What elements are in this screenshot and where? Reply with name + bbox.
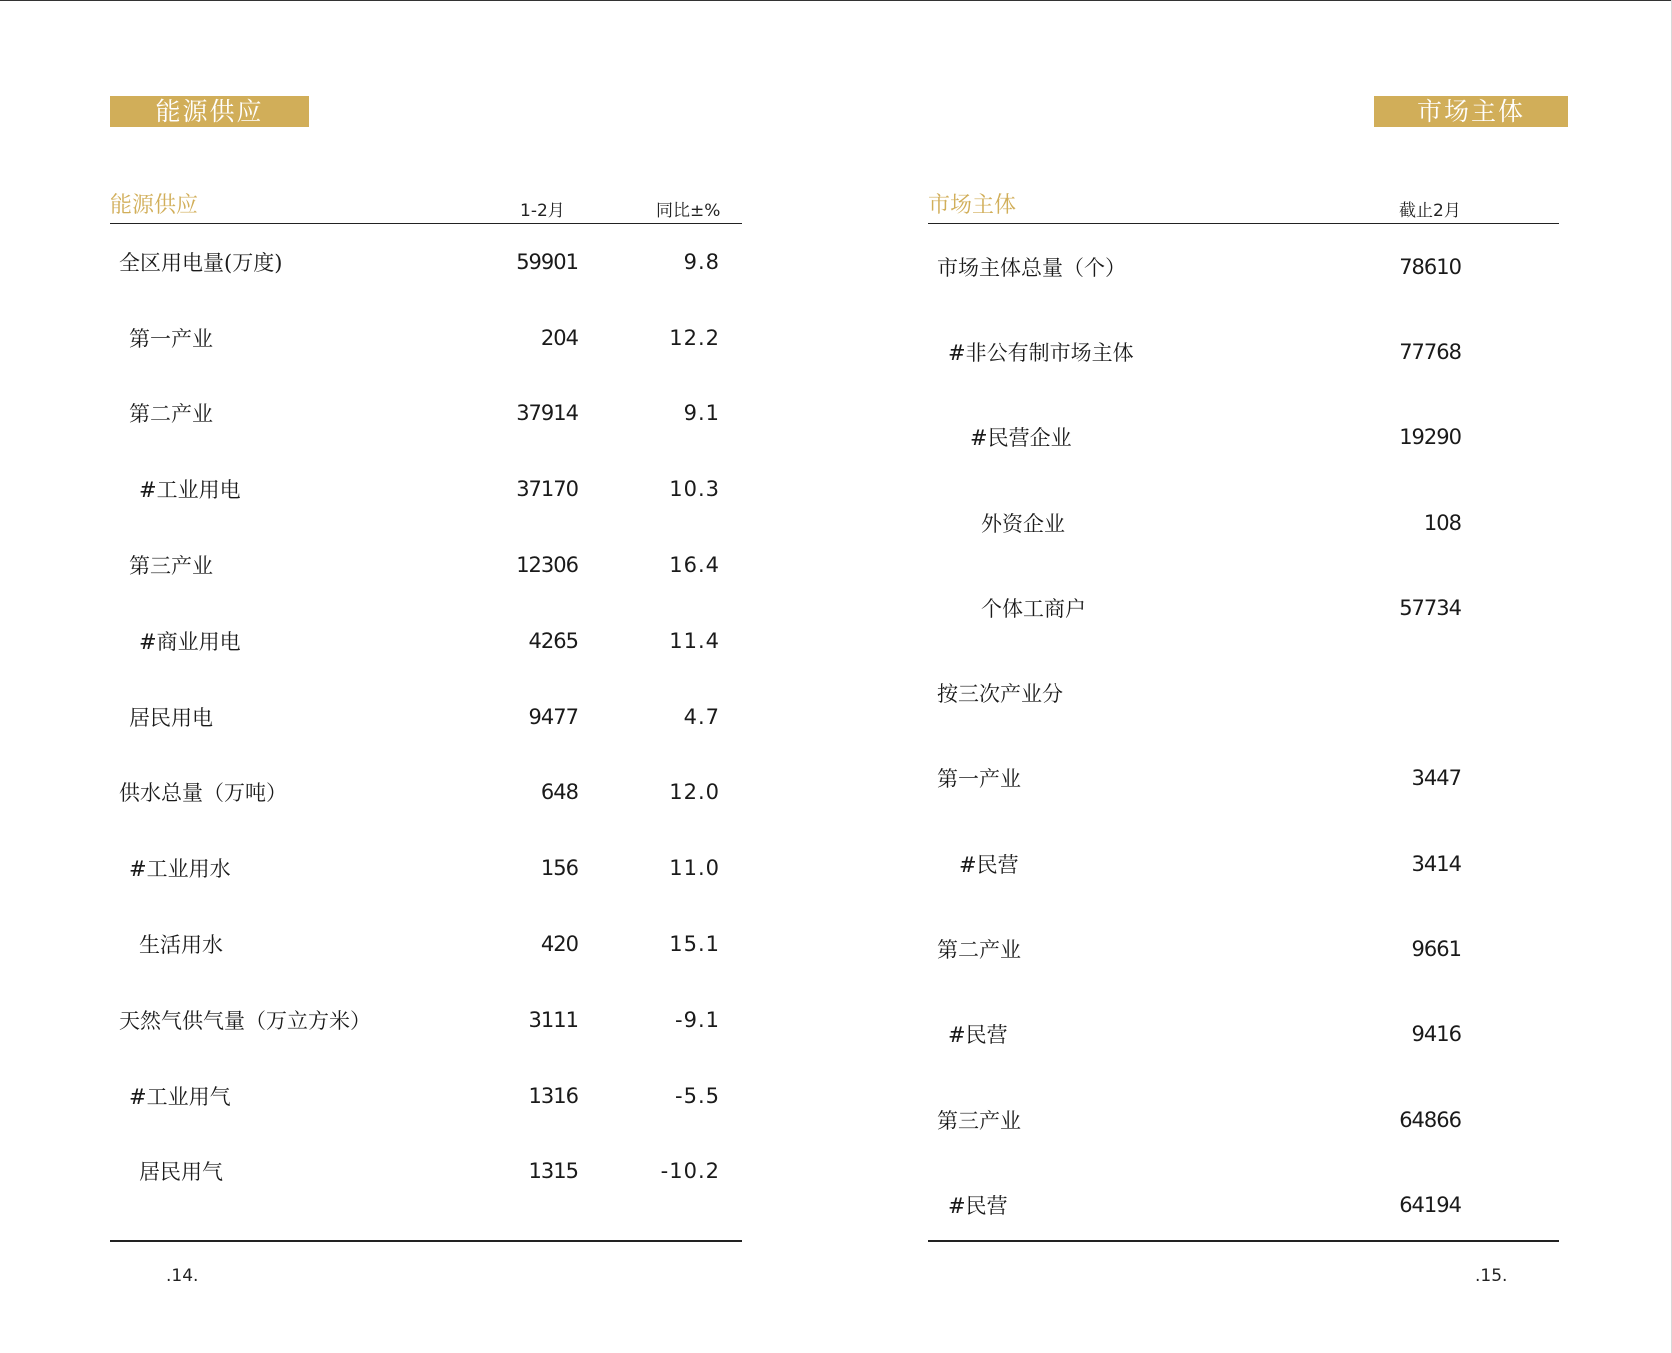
- table-header: [928, 188, 1559, 224]
- row-value: 9416: [1411, 1022, 1461, 1047]
- row-value: 19290: [1399, 425, 1461, 450]
- row-value: 9477: [528, 704, 578, 729]
- table-row: [110, 906, 742, 982]
- row-value: 3111: [528, 1007, 578, 1032]
- page-number: .15.: [1475, 1266, 1508, 1286]
- row-value: 78610: [1399, 254, 1461, 279]
- row-label: #工业用水: [129, 857, 231, 882]
- row-label: 第一产业: [129, 326, 213, 351]
- row-label: #民营企业: [970, 426, 1072, 451]
- row-change: 4.7: [683, 704, 720, 729]
- row-label: 天然气供气量（万立方米）: [119, 1008, 371, 1033]
- table-row: [928, 821, 1559, 906]
- row-change: 12.0: [669, 780, 720, 805]
- row-change: 9.8: [683, 249, 720, 274]
- row-label: 市场主体总量（个）: [937, 255, 1126, 280]
- row-value: 3414: [1411, 851, 1461, 876]
- row-label: 第一产业: [937, 767, 1021, 792]
- table-row: [928, 906, 1559, 991]
- banner-market-entities: 市场主体: [1374, 96, 1568, 127]
- page-top-border: [0, 0, 1672, 1]
- row-value: 1315: [528, 1159, 578, 1184]
- table-row: [110, 603, 742, 679]
- row-label: 个体工商户: [981, 596, 1086, 621]
- table-row: [928, 480, 1559, 565]
- table-row: [928, 650, 1559, 735]
- row-label: 外资企业: [981, 511, 1065, 536]
- row-value: 59901: [516, 249, 578, 274]
- row-change: -5.5: [675, 1083, 720, 1108]
- table-row: [110, 679, 742, 755]
- row-change: -9.1: [675, 1007, 720, 1032]
- row-change: 11.4: [669, 628, 720, 653]
- row-value: 420: [540, 932, 578, 957]
- row-value: [928, 650, 1461, 735]
- row-label: 第二产业: [129, 402, 213, 427]
- row-label: 第二产业: [937, 938, 1021, 963]
- row-label: 全区用电量(万度): [119, 250, 283, 275]
- row-change: 9.1: [683, 401, 720, 426]
- row-value: 156: [540, 856, 578, 881]
- table-row: [928, 565, 1559, 650]
- row-label: 生活用水: [139, 933, 223, 958]
- table-body: [110, 224, 742, 1209]
- banner-energy-supply: 能源供应: [110, 96, 309, 127]
- table-row: [110, 1058, 742, 1134]
- table-row: [110, 1134, 742, 1210]
- row-change: 11.0: [669, 856, 720, 881]
- table-row: [928, 309, 1559, 394]
- table-row: [110, 300, 742, 376]
- row-label: 按三次产业分: [937, 682, 1063, 707]
- table-row: [110, 376, 742, 452]
- row-label: #工业用电: [139, 478, 241, 503]
- table-row: [110, 527, 742, 603]
- column-header-value: 1-2月: [520, 201, 565, 221]
- table-row: [928, 1162, 1559, 1247]
- row-value: 37914: [516, 401, 578, 426]
- table-row: [928, 992, 1559, 1077]
- table-row: [928, 224, 1559, 309]
- row-change: 12.2: [669, 325, 720, 350]
- row-value: 108: [1423, 510, 1461, 535]
- row-label: #民营: [959, 852, 1019, 877]
- row-value: 9661: [1411, 937, 1461, 962]
- row-label: #民营: [948, 1193, 1008, 1218]
- row-value: 77768: [1399, 339, 1461, 364]
- table-title: 能源供应: [110, 193, 199, 218]
- energy-supply-table: [110, 188, 742, 1209]
- row-value: 64866: [1399, 1107, 1461, 1132]
- column-header-value: 截止2月: [1399, 201, 1461, 221]
- table-row: [110, 224, 742, 300]
- row-value: 57734: [1399, 595, 1461, 620]
- row-label: #工业用气: [129, 1084, 231, 1109]
- table-header: [110, 188, 742, 224]
- row-value: 648: [540, 780, 578, 805]
- table-body: [928, 224, 1559, 1248]
- row-value: 1316: [528, 1083, 578, 1108]
- row-label: 供水总量（万吨）: [119, 781, 287, 806]
- row-value: 37170: [516, 477, 578, 502]
- table-row: [928, 395, 1559, 480]
- table-bottom-rule: [110, 1240, 742, 1242]
- row-label: #非公有制市场主体: [948, 340, 1134, 365]
- row-label: 第三产业: [129, 554, 213, 579]
- row-label: 居民用气: [139, 1160, 223, 1185]
- page-number: .14.: [166, 1266, 199, 1286]
- row-change: 16.4: [669, 553, 720, 578]
- row-label: #民营: [948, 1023, 1008, 1048]
- table-row: [110, 830, 742, 906]
- row-value: 4265: [528, 628, 578, 653]
- row-label: #商业用电: [139, 629, 241, 654]
- row-change: -10.2: [660, 1159, 720, 1184]
- row-value: 3447: [1411, 766, 1461, 791]
- row-change: 15.1: [669, 932, 720, 957]
- row-value: 64194: [1399, 1192, 1461, 1217]
- table-row: [110, 451, 742, 527]
- market-entities-table: [928, 188, 1559, 1248]
- table-row: [110, 755, 742, 831]
- table-row: [928, 736, 1559, 821]
- column-header-change: 同比±%: [656, 201, 721, 221]
- row-label: 第三产业: [937, 1108, 1021, 1133]
- row-label: 居民用电: [129, 705, 213, 730]
- table-row: [928, 1077, 1559, 1162]
- table-title: 市场主体: [928, 193, 1017, 218]
- row-value: 12306: [516, 553, 578, 578]
- table-bottom-rule: [928, 1240, 1559, 1242]
- table-row: [110, 982, 742, 1058]
- row-change: 10.3: [669, 477, 720, 502]
- row-value: 204: [540, 325, 578, 350]
